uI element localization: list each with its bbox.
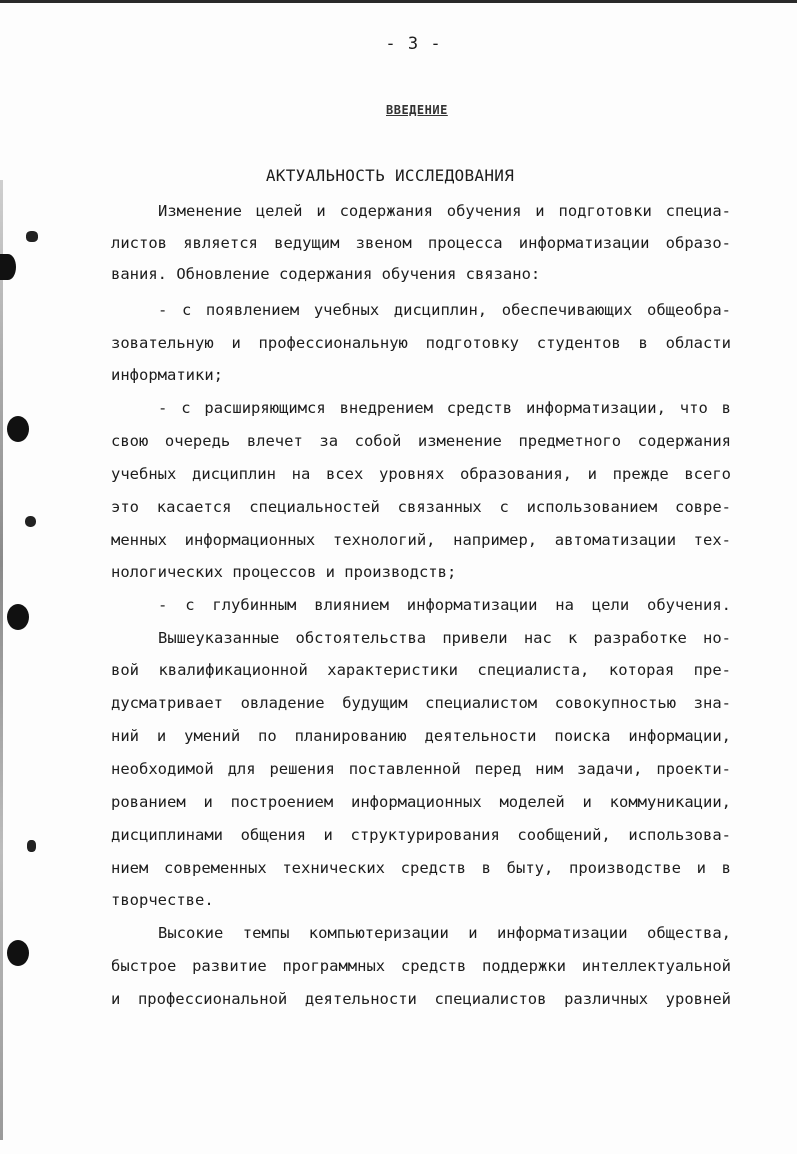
text-line: - с появлением учебных дисциплин, обеспечивающих общеобра- <box>158 301 731 319</box>
text-line: творчестве. <box>111 891 214 909</box>
text-line: Изменение целей и содержания обучения и подготовки специа- <box>158 202 731 220</box>
binder-hole-mark <box>7 604 29 630</box>
text-line: и профессиональной деятельности специалистов различных уровней <box>111 990 731 1008</box>
scan-left-edge <box>0 180 3 1140</box>
text-line: учебных дисциплин на всех уровнях образования, и прежде всего <box>111 465 731 483</box>
text-line: ний и умений по планированию деятельности поиска информации, <box>111 727 731 745</box>
text-line: быстрое развитие программных средств поддержки интеллектуальной <box>111 957 731 975</box>
text-line: Высокие темпы компьютеризации и информатизации общества, <box>158 924 731 942</box>
text-line: Вышеуказанные обстоятельства привели нас к разработке но- <box>158 629 731 647</box>
text-line: дусматривает овладение будущим специалистом совокупностью зна- <box>111 694 731 712</box>
text-line: свою очередь влечет за собой изменение предметного содержания <box>111 432 731 450</box>
text-line: дисциплинами общения и структурирования сообщений, использова- <box>111 826 731 844</box>
text-line: нием современных технических средств в быту, производстве и в <box>111 859 731 877</box>
text-line: менных информационных технологий, например, автоматизации тех- <box>111 531 731 549</box>
ink-speck <box>26 231 38 242</box>
text-line: листов является ведущим звеном процесса информатизации образо- <box>111 234 731 252</box>
text-line: нологических процессов и производств; <box>111 563 457 581</box>
binder-hole-mark <box>7 416 29 442</box>
text-line: рованием и построением информационных моделей и коммуникации, <box>111 793 731 811</box>
text-line: вания. Обновление содержания обучения связано: <box>111 265 541 283</box>
ink-speck <box>27 840 36 852</box>
text-line: необходимой для решения поставленной перед ним задачи, проекти- <box>111 760 731 778</box>
section-subtitle: АКТУАЛЬНОСТЬ ИССЛЕДОВАНИЯ <box>265 166 515 185</box>
text-line: вой квалификационной характеристики специалиста, которая пре- <box>111 661 731 679</box>
page-number: - 3 - <box>385 34 442 54</box>
text-line: это касается специальностей связанных с использованием совре- <box>111 498 731 516</box>
binder-hole-mark <box>7 940 29 966</box>
ink-speck <box>25 516 36 527</box>
text-line: - с расширяющимся внедрением средств информатизации, что в <box>158 399 731 417</box>
scan-top-edge <box>0 0 797 3</box>
text-line: зовательную и профессиональную подготовку студентов в области <box>111 334 731 352</box>
text-line: информатики; <box>111 366 223 384</box>
binder-hole-mark <box>0 254 16 280</box>
text-line: - с глубинным влиянием информатизации на цели обучения. <box>158 596 731 614</box>
section-title: ВВЕДЕНИЕ <box>386 103 448 117</box>
